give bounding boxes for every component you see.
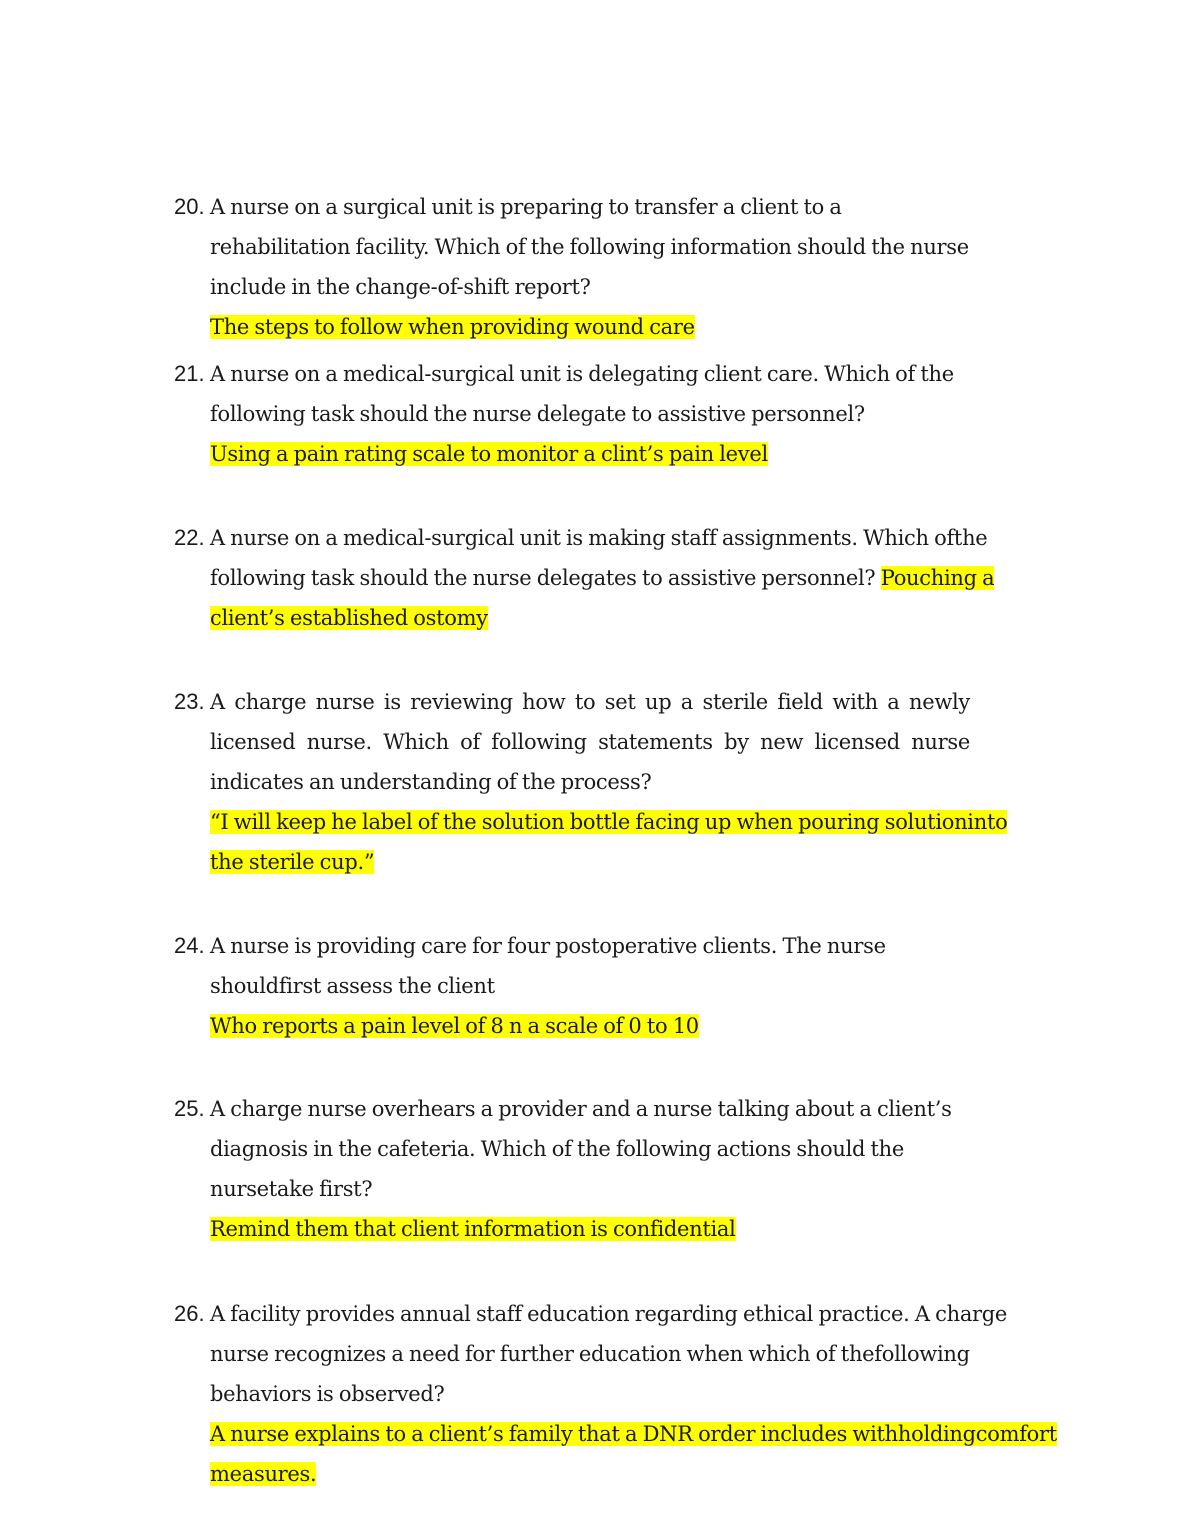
question-body: [210, 926, 1000, 1046]
question-24: [174, 926, 1074, 1046]
highlighted-answer: The steps to follow when providing wound care: [210, 315, 695, 339]
question-number: 25.: [174, 1096, 205, 1121]
question-text: A facility provides annual staff education regarding ethical practice. A charge nurse recognizes a need for further education when which of thefollowing behaviors is observed?: [210, 1302, 1008, 1406]
question-body: [210, 518, 1000, 638]
question-text: A charge nurse overhears a provider and a nurse talking about a client’s diagnosis in the cafeteria. Which of the following actions should the nursetake first?: [210, 1097, 952, 1201]
question-text: A nurse is providing care for four postoperative clients. The nurse shouldfirst assess the client: [210, 934, 886, 998]
question-number: 26.: [174, 1301, 205, 1326]
highlighted-answer: Using a pain rating scale to monitor a clint’s pain level: [210, 442, 768, 466]
question-number: 22.: [174, 525, 205, 550]
question-body: [210, 1294, 1065, 1494]
question-20: [174, 187, 1074, 347]
highlighted-answer: A nurse explains to a client’s family that a DNR order includes withholdingcomfort measures.: [210, 1422, 1057, 1486]
question-25: [174, 1089, 1074, 1249]
question-body: [210, 682, 1040, 882]
question-number: 23.: [174, 689, 205, 714]
highlighted-answer: “I will keep he label of the solution bottle facing up when pouring solutioninto the sterile cup.”: [210, 810, 1008, 874]
question-text: A nurse on a medical-surgical unit is delegating client care. Which of the following task should the nurse delegate to assistive personnel?: [210, 362, 954, 426]
highlighted-answer: Remind them that client information is confidential: [210, 1217, 736, 1241]
question-body: [210, 354, 955, 474]
question-number: 20.: [174, 194, 205, 219]
highlighted-answer: Who reports a pain level of 8 n a scale of 0 to 10: [210, 1014, 699, 1038]
question-text: A nurse on a surgical unit is preparing to transfer a client to a rehabilitation facility. Which of the following information should the nurse include in the change-of-shift report?: [210, 195, 969, 299]
highlighted-answer: Pouching a client’s established ostomy: [210, 566, 995, 630]
question-26: [174, 1294, 1074, 1494]
question-22: [174, 518, 1074, 638]
question-text: A charge nurse is reviewing how to set up a sterile field with a newly licensed nurse. Which of following statements by new licensed nurse indicates an understanding of the process?: [210, 690, 970, 794]
question-number: 21.: [174, 361, 205, 386]
question-body: [210, 1089, 1010, 1249]
question-body: [210, 187, 970, 347]
question-23: [174, 682, 1074, 882]
question-21: [174, 354, 1074, 474]
question-text: A nurse on a medical-surgical unit is making staff assignments. Which ofthe following task should the nurse delegates to assistive personnel?: [210, 526, 988, 590]
question-number: 24.: [174, 933, 205, 958]
